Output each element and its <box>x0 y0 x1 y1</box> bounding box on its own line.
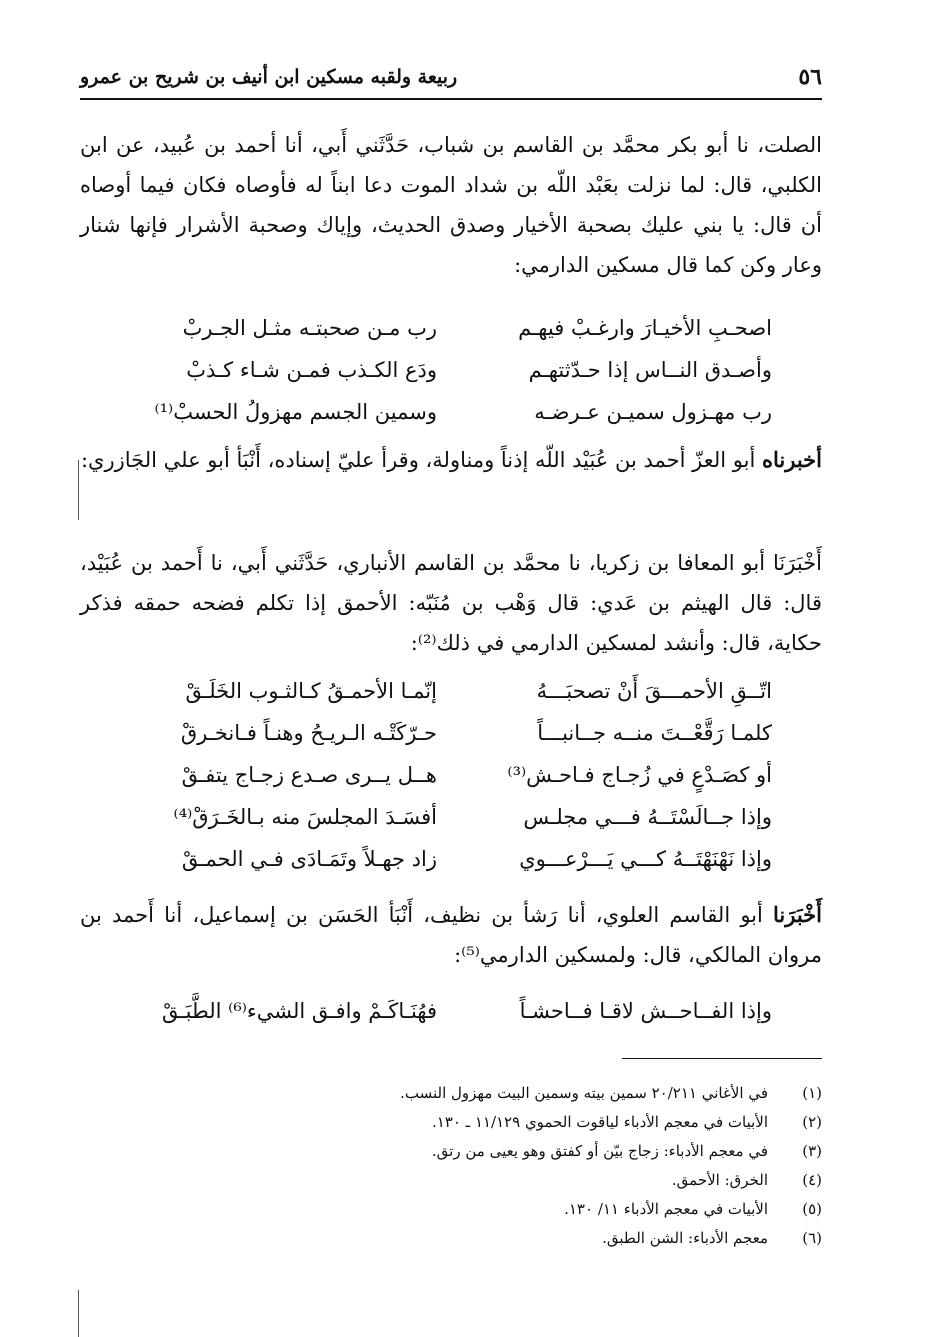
footnote-text: في الأغاني ٢٠/٢١١ سمين بيته وسمين البيت مهزول النسب. <box>400 1083 768 1102</box>
second-hemistich: أفسَـدَ المجلسَ منه بـالخَـرَقْ⁽⁴⁾ <box>173 805 437 829</box>
page-header <box>80 62 822 92</box>
second-hemistich: هــل يــرى صـدع زجـاج يتفـقْ <box>181 763 437 787</box>
first-hemistich: اتّــقِ الأحمـــقَ أَنْ تصحبَـــهُ <box>536 679 772 703</box>
verse-line <box>80 796 822 838</box>
poem-2 <box>80 670 822 880</box>
paragraph-4 <box>80 895 822 975</box>
second-hemistich: ودَع الكـذب فمـن شـاء كـذبْ <box>186 358 437 382</box>
paragraph-2 <box>80 440 822 480</box>
footnote-number: (٥) <box>802 1199 822 1218</box>
poem-3 <box>80 990 822 1032</box>
second-hemistich: رب مـن صحبتـه مثـل الجـربْ <box>182 316 437 340</box>
first-hemistich: وإذا نَهْنَهْتَــهُ كـــي يَـــرْعـــوي <box>519 847 772 871</box>
footnote-number: (٣) <box>802 1141 822 1160</box>
second-hemistich: إنّمـا الأحمـقُ كـالثـوب الخَلَـقْ <box>185 679 437 703</box>
paragraph-3: أَخْبَرَنَا أبو المعافا بن زكريا، نا محمَّد بن القاسم الأنباري، حَدَّثَني أَبي، نا أَحمد بن عُبَيْد، قال: قال الهيثم بن عَدي: قال وَهْب بن مُنَبّه: الأحمق إذا تكلم فضحه حمقه فذكر حكاية، قال: وأنشد لمسكين الدارمي في ذلك⁽²⁾: <box>80 551 822 655</box>
footnote <box>80 1107 822 1136</box>
margin-line <box>78 1290 79 1337</box>
footnote-text: الخرق: الأحمق. <box>671 1170 768 1189</box>
second-hemistich: وسمين الجسم مهزولُ الحسبْ⁽¹⁾ <box>154 400 437 424</box>
footnote-number: (٤) <box>802 1170 822 1189</box>
second-hemistich: زاد جهـلاً وتَمَـادَى فـي الحمـقْ <box>181 847 437 871</box>
footnote <box>80 1136 822 1165</box>
first-hemistich: وإذا الفــاحــش لاقـا فــاحشـاً <box>519 999 772 1023</box>
footnote <box>80 1078 822 1107</box>
header-rule <box>80 98 822 100</box>
footnote-number: (١) <box>802 1083 822 1102</box>
footnote <box>80 1223 822 1252</box>
first-hemistich: أو كصَـدْعٍ في زُجـاج فـاحـش⁽³⁾ <box>507 763 772 787</box>
verse-line <box>80 391 822 433</box>
footnote <box>80 1194 822 1223</box>
footnotes <box>80 1078 822 1252</box>
second-hemistich: حـرّكَتْـه الـريـحُ وهنـاً فـانخـرقْ <box>180 721 437 745</box>
footnote-number: (٦) <box>802 1228 822 1247</box>
first-hemistich: رب مهـزول سميـن عـرضـه <box>534 400 772 424</box>
first-hemistich: وأصـدق النــاس إذا حـدّثتهـم <box>528 358 772 382</box>
margin-line <box>78 460 79 520</box>
footnote-text: الأبيات في معجم الأدباء ١١/ ١٣٠. <box>564 1199 768 1218</box>
paragraph-1: الصلت، نا أبو بكر محمَّد بن القاسم بن شباب، حَدَّثَني أَبي، أنا أحمد بن عُبيد، عن ابن الكلبي، قال: لما نزلت بعَبْد اللّه بن شداد الموت دعا ابناً له فأوصاه فكان فيما أوصاه أن قال: يا بني عليك بصحبة الأخيار وصدق الحديث، وإياك وصحبة الأشرار فإنها شنار وعار وكن كما قال مسكين الدارمي: <box>80 133 822 277</box>
paragraph-lead: أخبرناه <box>762 447 822 472</box>
paragraph-text: أبو العزّ أحمد بن عُبَيْد اللّه إذناً ومناولة، وقرأ عليّ إسناده، أَنْبَأ أبو علي الجَازري: <box>80 448 762 472</box>
verse-line <box>80 670 822 712</box>
first-hemistich: اصحـبِ الأخيـارَ وارغـبْ فيهـم <box>518 316 772 340</box>
footnote-rule <box>622 1058 822 1059</box>
footnote-text: الأبيات في معجم الأدباء لياقوت الحموي ١١/١٢٩ ـ ١٣٠. <box>431 1112 768 1131</box>
first-hemistich: وإذا جــالَسْتَــهُ فـــي مجلـس <box>523 805 772 829</box>
first-hemistich: كلمـا رَقَّعْــتَ منــه جــانبـــاً <box>537 721 772 745</box>
paragraph-lead: أَخْبَرَنا <box>773 902 822 927</box>
footnote-text: في معجم الأدباء: زجاج بيّن أو كفتق وهو يعيى من رتق. <box>431 1141 768 1160</box>
footnote-text: معجم الأدباء: الشن الطبق. <box>602 1228 768 1247</box>
footnote-number: (٢) <box>802 1112 822 1131</box>
paragraph-text: أبو القاسم العلوي، أنا رَشأ بن نظيف، أَنْبَأ الحَسَن بن إسماعيل، أنا أَحمد بن مروان المالكي، قال: ولمسكين الدارمي⁽⁵⁾: <box>80 903 822 967</box>
running-title: ربيعة ولقبه مسكين ابن أنيف بن شريح بن عمرو <box>80 66 458 88</box>
footnote <box>80 1165 822 1194</box>
verse-line <box>80 349 822 391</box>
verse-line <box>80 712 822 754</box>
verse-line <box>80 990 822 1032</box>
poem-1 <box>80 307 822 433</box>
second-hemistich: فهُنَـاكَـمْ وافـق الشيء⁽⁶⁾ الطَّبَـقْ <box>162 999 437 1023</box>
verse-line <box>80 754 822 796</box>
page-number: ٥٦ <box>798 64 822 90</box>
verse-line <box>80 838 822 880</box>
verse-line <box>80 307 822 349</box>
